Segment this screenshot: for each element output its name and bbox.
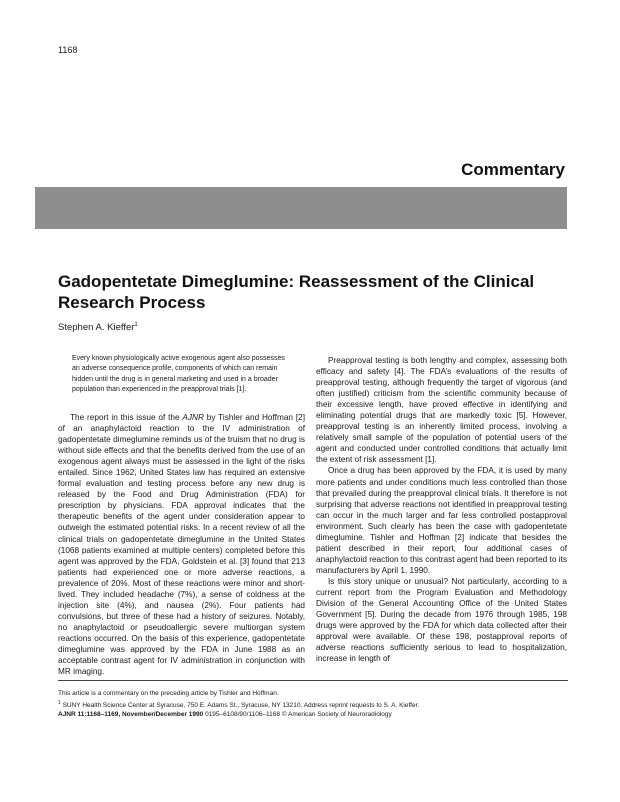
epigraph: Every known physiologically active exogenous agent also possesses an adverse consequence profile, components of which can remain hidden until the drug is in general marketing and used in a broader population than experienced in the preapproval trials [1].	[72, 355, 285, 394]
page-number: 1168	[58, 45, 78, 55]
section-banner	[35, 187, 567, 229]
author-line	[58, 322, 138, 333]
section-label: Commentary	[461, 160, 565, 179]
footnote-commentary: This article is a commentary on the preceding article by Tishler and Hoffman.	[58, 690, 279, 697]
footnote-marker: 1	[58, 700, 61, 706]
footnote-text: SUNY Health Science Center at Syracuse, 750 E. Adams St., Syracuse, NY 13210. Address reprint requests to S. A. Kieffer.	[60, 702, 420, 710]
paragraph-text: by Tishler and Hoffman [2] of an anaphylactoid reaction to the IV administration of gadopentetate dimeglumine reminds us of the truism that no drug is without side effects and that the benefits derived from the use of an exogenous agent always must be assessed in the light of the risks entailed. Since 1962, United States law has required an extensive formal evaluation and testing process before any new drug is released by the Food and Drug Administration (FDA) for prescription by physicians. FDA approval indicates that the therapeutic benefits of the agent under consideration appear to outweigh the estimated potential risks. In a recent review of all the clinical trials on gadopentetate dimeglumine in the United States (1068 patients examined at multiple centers) completed before this agent was approved by the FDA, Goldstein et al. [3] found that 213 patients had experienced one or more adverse reactions, a prevalence of 20%. Most of these reactions were minor and short-lived. They included headache (7%), a sense of coldness at the injection site (4%), and nausea (2%). Four patients had convulsions, but three of these had a history of seizures. Notably, no anaphylactoid or pseudoallergic severe multiorgan system reactions occurred. On the basis of this experience, gadopentetate dimeglumine was approved by the FDA in June 1988 as an acceptable contrast agent for IV administration in conjunction with MR imaging.	[58, 413, 305, 677]
paragraph-text: The report in this issue of the	[70, 413, 183, 422]
paragraph: Once a drug has been approved by the FDA, it is used by many more patients and under conditions much less controlled than those that prevailed during the preapproval clinical trials. It therefore is not surprising that adverse reactions not identified in preapproval testing can occur in the much larger and far less controlled postapproval environment. Such clearly has been the case with gadopentetate dimeglumine. Tishler and Hoffman [2] indicate that besides the patient described in their report, four additional cases of anaphylactoid reaction to this contrast agent had been reported to its manufacturers by April 1, 1990.	[316, 466, 567, 575]
article-title: Gadopentetate Dimeglumine: Reassessment of the Clinical Research Process	[58, 272, 535, 312]
footnote-affiliation	[58, 699, 419, 710]
journal-rest: 0195–6108/90/1106–1168 © American Society of Neuroradiology	[203, 711, 392, 718]
journal-ref: AJNR 11:1168–1169, November/December 1990	[58, 711, 204, 718]
footnote-divider	[58, 680, 568, 681]
paragraph: Is this story unique or unusual? Not particularly, according to a current report from the Program Evaluation and Methodology Division of the General Accounting Office of the United States Government [5]. During the decade from 1976 through 1985, 198 drugs were approved by the FDA for which data collected after their approval were available. Of these 198, postapproval reports of adverse reactions sufficiently serious to lead to hospitalization, increase in length of	[316, 576, 567, 664]
author-note-marker: 1	[134, 322, 138, 328]
body-column-right	[316, 355, 567, 664]
journal-name: AJNR	[182, 413, 204, 422]
body-column-left	[58, 412, 305, 677]
paragraph	[58, 412, 305, 677]
paragraph: Preapproval testing is both lengthy and complex, assessing both efficacy and safety [4]. The FDA’s evaluations of the results of preapproval testing, although frequently the target of vigorous (and often justified) criticism from the scientific community because of their excessive length, have proved effective in identifying and eliminating potential drugs that are markedly toxic [5]. However, preapproval testing is an inherently limited process, involving a relatively small sample of the population of potential users of the agent and conducted under controlled conditions that actually limit the extent of risk assessment [1].	[316, 356, 567, 465]
author-name: Stephen A. Kieffer	[58, 322, 135, 334]
journal-citation	[58, 711, 392, 719]
